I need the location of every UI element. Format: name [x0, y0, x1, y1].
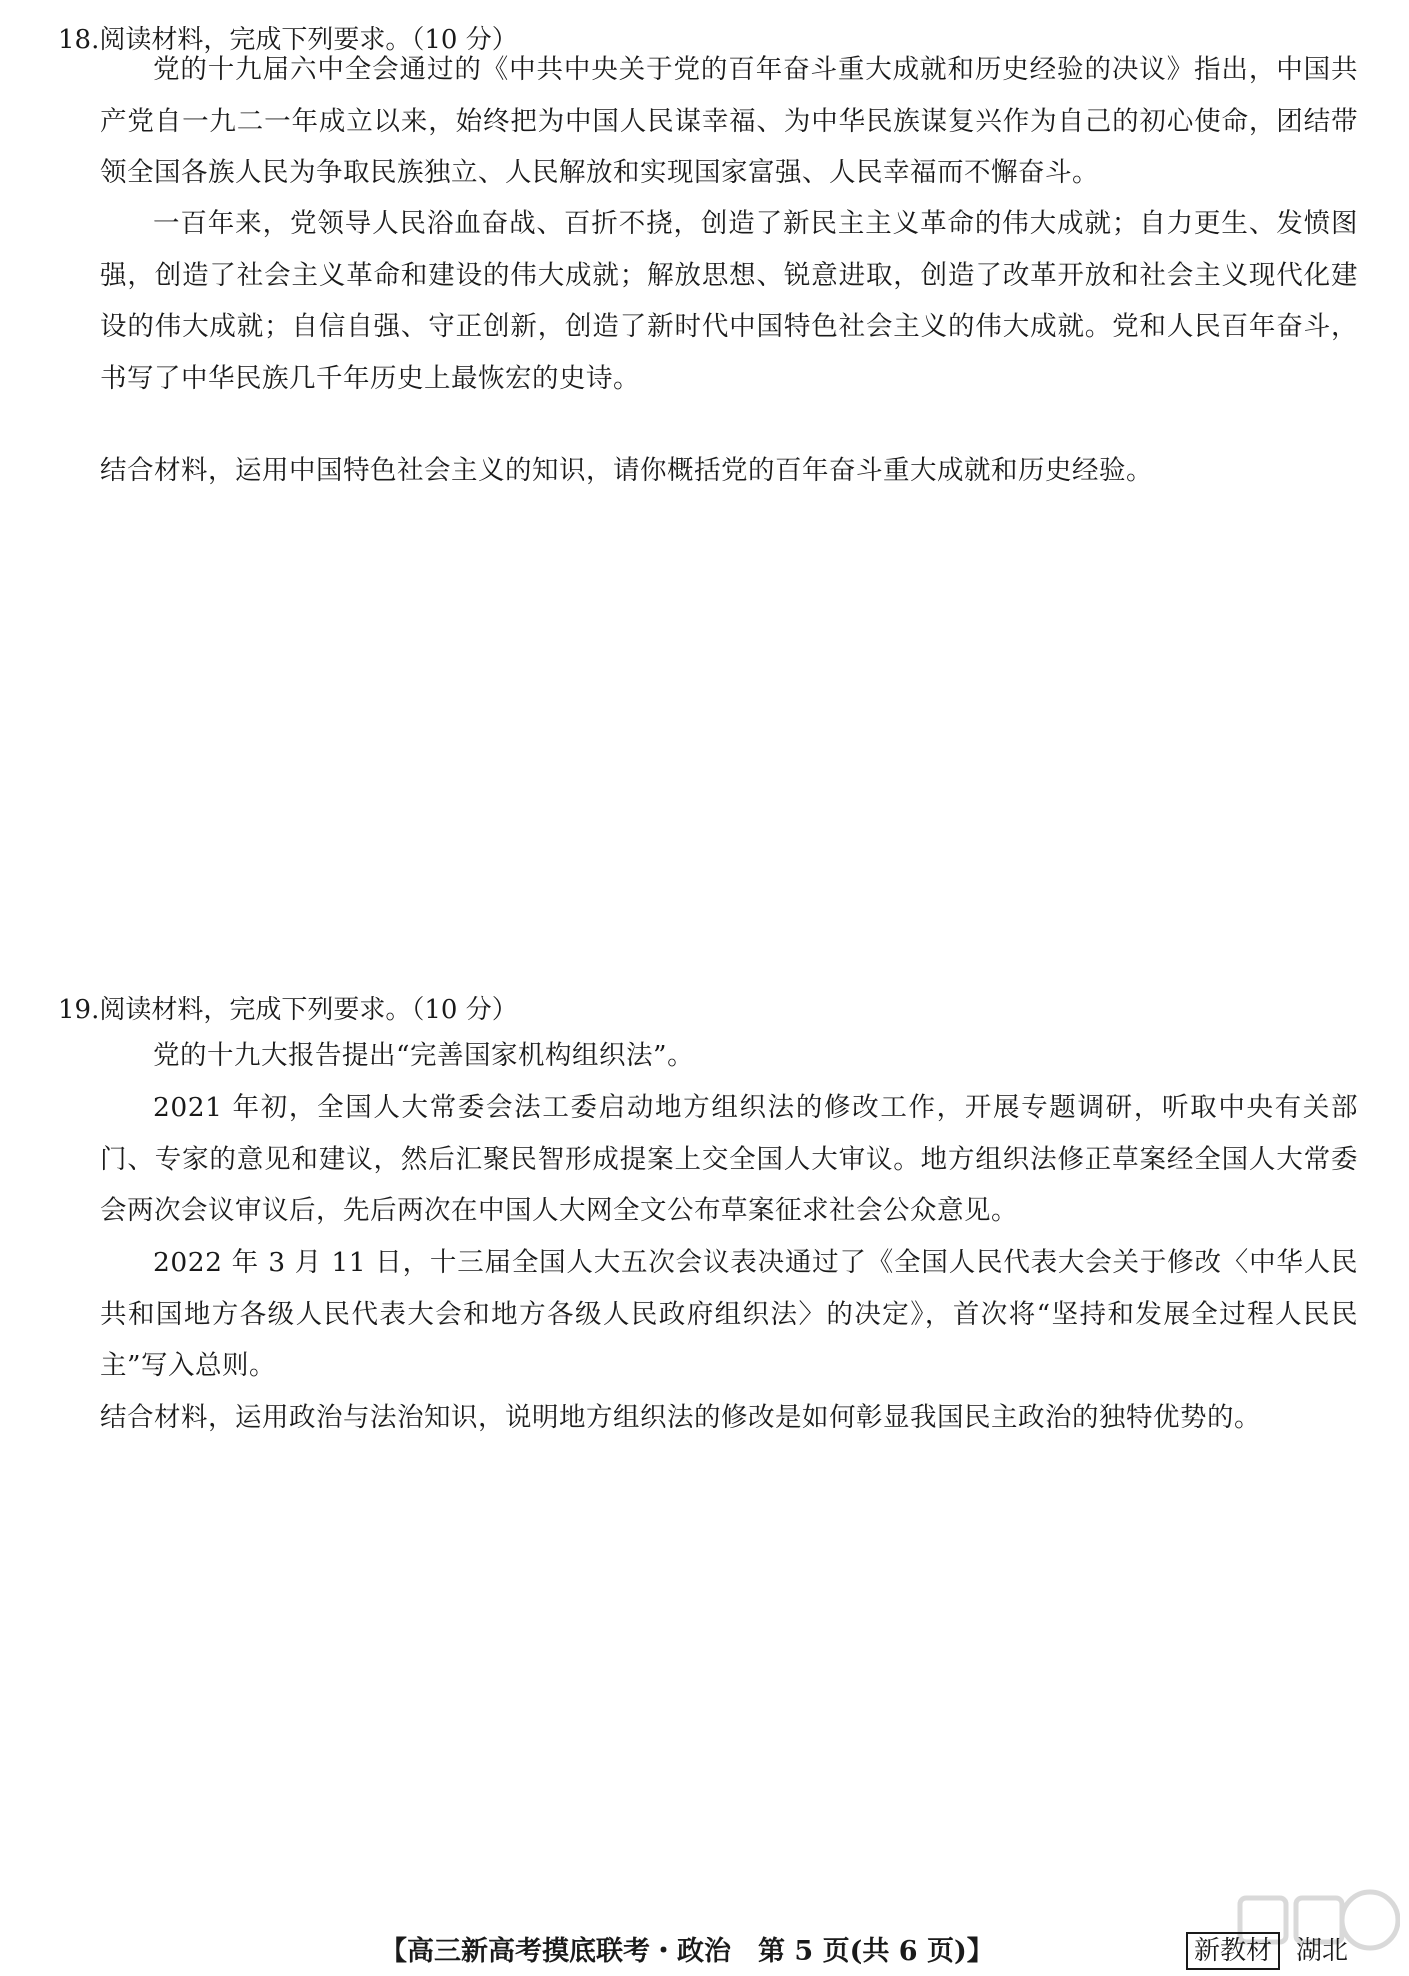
question-18-title: 18.阅读材料，完成下列要求。（10 分） — [58, 25, 518, 55]
question-19-paragraph-3: 2022 年 3 月 11 日，十三届全国人大五次会议表决通过了《全国人民代表大会关于修改〈中华人民共和国地方各级人民代表大会和地方各级人民政府组织法〉的决定》，首次将“坚持和发展全过程人民民主”写入总则。 — [100, 1247, 1358, 1381]
footer-badge: 新教材 — [1186, 1932, 1280, 1970]
question-19-prompt: 结合材料，运用政治与法治知识，说明地方组织法的修改是如何彰显我国民主政治的独特优势的。 — [100, 1402, 1261, 1433]
footer-region: 湖北 — [1296, 1936, 1349, 1966]
question-19-paragraph-2: 2021 年初，全国人大常委会法工委启动地方组织法的修改工作，开展专题调研，听取中央有关部门、专家的意见和建议，然后汇聚民智形成提案上交全国人大审议。地方组织法修正草案经全国人大常委会两次会议审议后，先后两次在中国人大网全文公布草案征求社会公众意见。 — [100, 1092, 1358, 1226]
question-18-paragraph-2: 一百年来，党领导人民浴血奋战、百折不挠，创造了新民主主义革命的伟大成就；自力更生、发愤图强，创造了社会主义革命和建设的伟大成就；解放思想、锐意进取，创造了改革开放和社会主义现代化建设的伟大成就；自信自强、守正创新，创造了新时代中国特色社会主义的伟大成就。党和人民百年奋斗，书写了中华民族几千年历史上最恢宏的史诗。 — [100, 208, 1358, 394]
page-footer — [0, 1932, 1409, 1972]
question-18-prompt: 结合材料，运用中国特色社会主义的知识，请你概括党的百年奋斗重大成就和历史经验。 — [100, 455, 1153, 486]
question-19-paragraph-1: 党的十九大报告提出“完善国家机构组织法”。 — [153, 1040, 695, 1071]
footer-exam-info: 【高三新高考摸底联考・政治 第 5 页(共 6 页)】 — [380, 1936, 994, 1967]
question-18-paragraph-1: 党的十九届六中全会通过的《中共中央关于党的百年奋斗重大成就和历史经验的决议》指出，中国共产党自一九二一年成立以来，始终把为中国人民谋幸福、为中华民族谋复兴作为自己的初心使命，团结带领全国各族人民为争取民族独立、人民解放和实现国家富强、人民幸福而不懈奋斗。 — [100, 54, 1358, 188]
question-19-title: 19.阅读材料，完成下列要求。（10 分） — [58, 995, 518, 1025]
